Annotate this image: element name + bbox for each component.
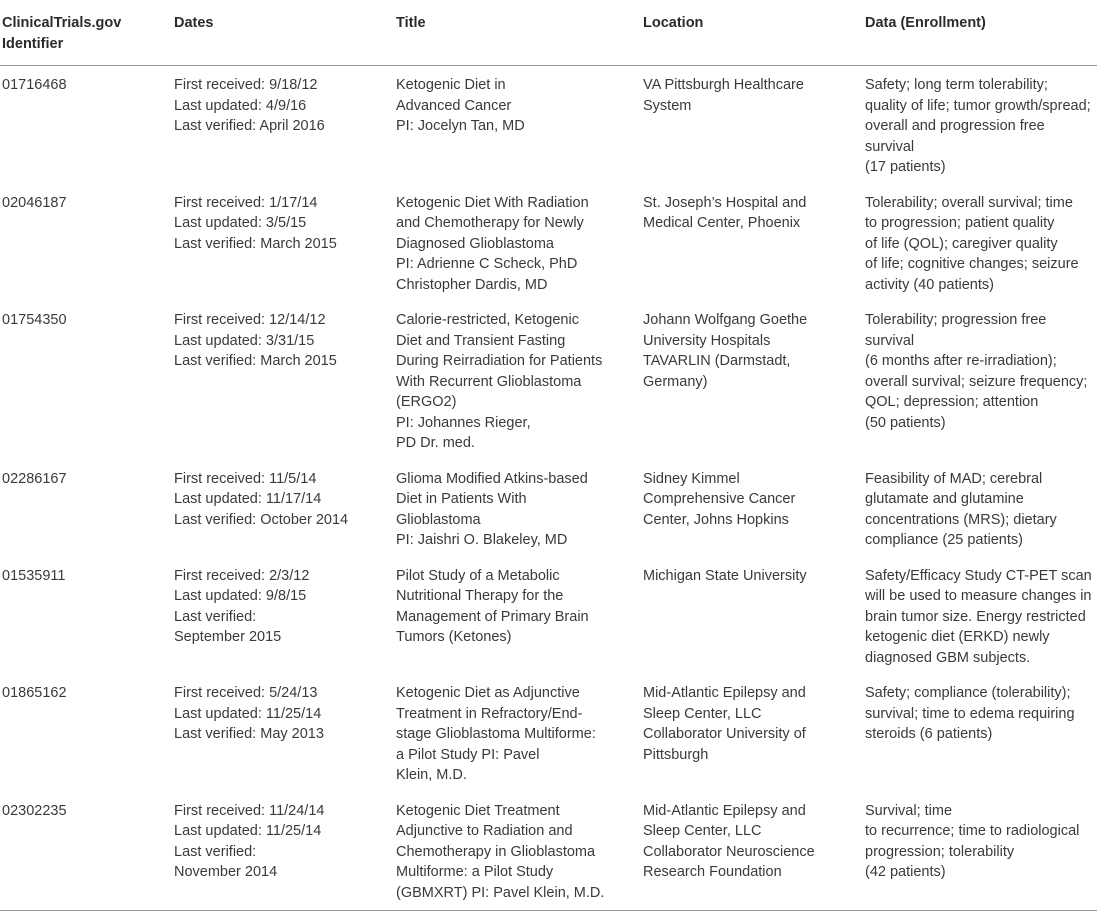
cell-title: Pilot Study of a Metabolic Nutritional Therapy for the Management of Primary Brain Tumors (Ketones) xyxy=(396,567,589,645)
cell-location: Johann Wolfgang Goethe University Hospitals TAVARLIN (Darmstadt, Germany) xyxy=(643,312,808,390)
cell-title: Ketogenic Diet With Radiation and Chemotherapy for Newly Diagnosed Glioblastoma PI: Adrienne C Scheck, PhD Christopher Dardis, MD xyxy=(396,194,589,293)
cell-location: Mid-Atlantic Epilepsy and Sleep Center, LLC Collaborator Neuroscience Research Foundation xyxy=(641,792,863,911)
cell-dates: First received: 12/14/12 Last updated: 3/31/15 Last verified: March 2015 xyxy=(174,312,337,369)
cell-identifier: 02302235 xyxy=(0,792,172,911)
cell-dates: First received: 2/3/12 Last updated: 9/8/15 Last verified: September 2015 xyxy=(174,567,310,645)
cell-title: Ketogenic Diet Treatment Adjunctive to Radiation and Chemotherapy in Glioblastoma Multiforme: a Pilot Study (GBMXRT) PI: Pavel Klein, M.D. xyxy=(394,792,641,911)
cell-dates: First received: 11/5/14 Last updated: 11/17/14 Last verified: October 2014 xyxy=(174,470,349,528)
table-row xyxy=(0,301,1097,460)
cell-data-enrollment: Survival; time to recurrence; time to radiological progression; tolerability (42 patients) xyxy=(863,792,1097,911)
table-row xyxy=(0,184,1097,302)
cell-identifier: 01754350 xyxy=(2,312,67,328)
table-row xyxy=(0,792,1097,911)
header-title: Title xyxy=(394,0,641,66)
cell-dates: First received: 5/24/13 Last updated: 11/25/14 Last verified: May 2013 xyxy=(174,685,324,742)
cell-dates: First received: 9/18/12 Last updated: 4/9/16 Last verified: April 2016 xyxy=(174,77,325,134)
cell-data-enrollment: Safety; compliance (tolerability); survival; time to edema requiring steroids (6 patients) xyxy=(865,685,1075,742)
header-row xyxy=(0,0,1097,66)
cell-location: Sidney Kimmel Comprehensive Cancer Center, Johns Hopkins xyxy=(643,470,796,528)
cell-title: Glioma Modified Atkins-based Diet in Patients With Glioblastoma PI: Jaishri O. Blakeley, MD xyxy=(396,470,588,548)
cell-data-enrollment: Tolerability; overall survival; time to progression; patient quality of life (QOL); caregiver quality of life; cognitive changes; seizure activity (40 patients) xyxy=(865,194,1079,293)
cell-location: Mid-Atlantic Epilepsy and Sleep Center, LLC Collaborator University of Pittsburgh xyxy=(643,685,806,763)
table-row xyxy=(0,460,1097,557)
table-row xyxy=(0,66,1097,184)
cell-location: VA Pittsburgh Healthcare System xyxy=(643,77,804,114)
cell-location: Michigan State University xyxy=(643,567,807,584)
cell-identifier: 01865162 xyxy=(2,685,67,701)
cell-identifier: 01535911 xyxy=(2,567,66,584)
table-row xyxy=(0,557,1097,675)
header-identifier: ClinicalTrials.gov Identifier xyxy=(0,0,172,66)
table-body xyxy=(0,66,1097,911)
cell-data-enrollment: Feasibility of MAD; cerebral glutamate and glutamine concentrations (MRS); dietary compliance (25 patients) xyxy=(865,470,1057,548)
cell-dates: First received: 1/17/14 Last updated: 3/5/15 Last verified: March 2015 xyxy=(174,194,337,252)
header-location: Location xyxy=(641,0,863,66)
header-dates: Dates xyxy=(172,0,394,66)
cell-data-enrollment: Safety; long term tolerability; quality of life; tumor growth/spread; overall and progression free survival (17 patients) xyxy=(865,77,1091,175)
cell-identifier: 02046187 xyxy=(2,194,67,211)
cell-title: Ketogenic Diet as Adjunctive Treatment in Refractory/End- stage Glioblastoma Multiforme: a Pilot Study PI: Pavel Klein, M.D. xyxy=(396,685,596,783)
cell-data-enrollment: Tolerability; progression free survival (6 months after re-irradiation); overall survival; seizure frequency; QOL; depression; attention (50 patients) xyxy=(865,312,1088,431)
cell-title: Calorie-restricted, Ketogenic Diet and Transient Fasting During Reirradiation for Patients With Recurrent Glioblastoma (ERGO2) PI: Johannes Rieger, PD Dr. med. xyxy=(396,312,603,451)
header-data-enrollment: Data (Enrollment) xyxy=(863,0,1097,66)
table-header xyxy=(0,0,1097,66)
cell-dates: First received: 11/24/14 Last updated: 11/25/14 Last verified: November 2014 xyxy=(172,792,394,911)
cell-title: Ketogenic Diet in Advanced Cancer PI: Jocelyn Tan, MD xyxy=(396,77,525,134)
cell-identifier: 02286167 xyxy=(2,470,67,487)
cell-location: St. Joseph’s Hospital and Medical Center, Phoenix xyxy=(643,194,807,231)
cell-data-enrollment: Safety/Efficacy Study CT-PET scan will be used to measure changes in brain tumor size. Energy restricted ketogenic diet (ERKD) newly diagnosed GBM subjects. xyxy=(865,567,1092,666)
cell-identifier: 01716468 xyxy=(2,77,67,93)
table-row xyxy=(0,674,1097,792)
